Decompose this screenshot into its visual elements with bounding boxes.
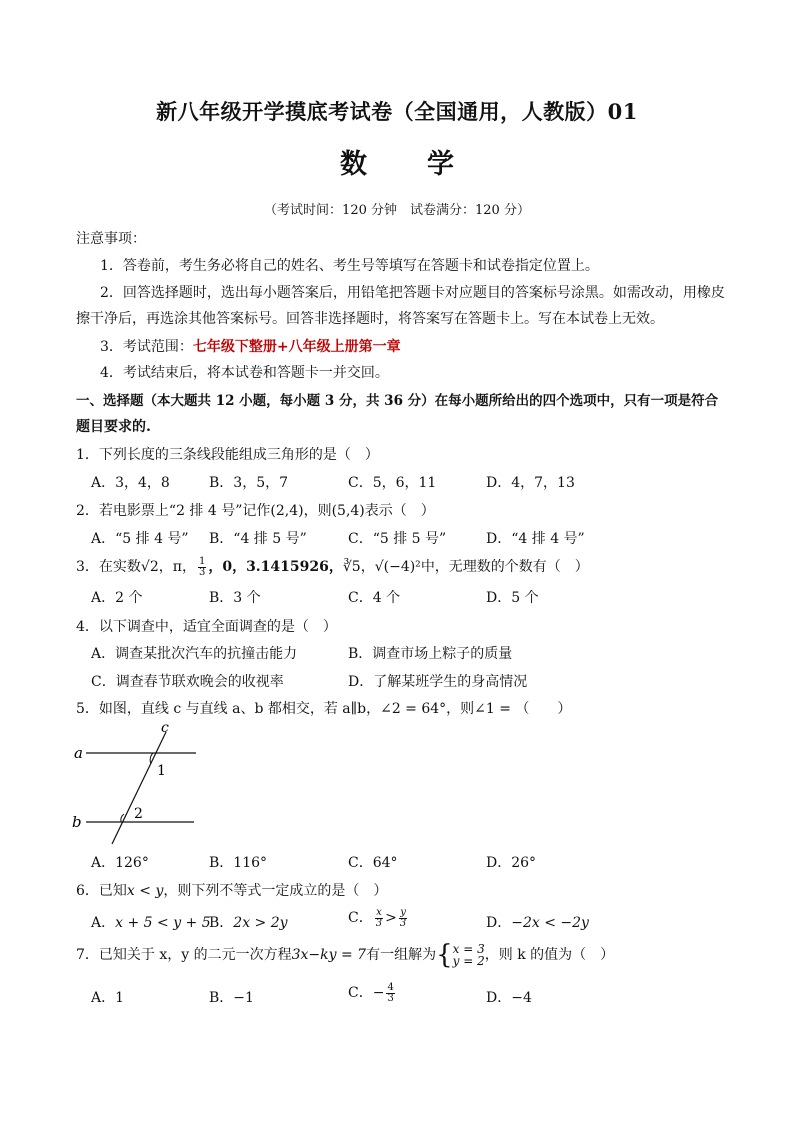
question-3-option-c: C．4 个 bbox=[348, 590, 401, 606]
fraction-four-thirds bbox=[386, 983, 394, 1004]
question-5-option-d: D．26° bbox=[486, 855, 537, 871]
question-7-mid: 有一组解为 bbox=[366, 947, 437, 963]
question-1-stem: 1．下列长度的三条线段能组成三角形的是（ ） bbox=[76, 447, 379, 463]
question-3-option-a: A．2 个 bbox=[91, 590, 143, 606]
label-angle-1: 1 bbox=[157, 763, 166, 779]
question-7-option-c bbox=[348, 982, 397, 1004]
question-1-option-d: D．4，7，13 bbox=[486, 475, 575, 491]
label-a: a bbox=[74, 744, 83, 762]
line-c bbox=[112, 732, 166, 844]
system-row-1: x = 3 bbox=[452, 942, 485, 956]
note-item-3-prefix: 3．考试范围： bbox=[100, 339, 193, 355]
parallel-lines-figure bbox=[66, 718, 206, 848]
label-b: b bbox=[72, 813, 82, 831]
option-d-math: −2x < −2y bbox=[511, 915, 589, 931]
fraction-numerator: x bbox=[376, 906, 382, 918]
fraction-denominator: 3 bbox=[399, 917, 407, 929]
minus-sign: − bbox=[372, 985, 385, 1001]
cube-root-5: ∛5 bbox=[342, 559, 361, 575]
question-2-option-b: B．“4 排 5 号” bbox=[209, 531, 307, 547]
option-a-math: x + 5 < y + 5 bbox=[115, 915, 211, 931]
question-1-option-a: A．3，4，8 bbox=[91, 475, 170, 491]
option-b-math: 2x > 2y bbox=[233, 915, 288, 931]
label-angle-2: 2 bbox=[134, 806, 143, 822]
question-1-option-c: C．5，6，11 bbox=[348, 475, 437, 491]
separator: ， bbox=[360, 559, 375, 575]
fraction-x-over-3 bbox=[375, 908, 383, 929]
fraction-numerator: 1 bbox=[198, 555, 206, 567]
question-3-mid: ，0，3.1415926， bbox=[208, 559, 343, 575]
question-6-option-d bbox=[486, 912, 589, 932]
question-4-stem: 4．以下调查中，适宜全面调查的是（ ） bbox=[76, 619, 337, 635]
question-1-option-b: B．3，5，7 bbox=[209, 475, 289, 491]
system-row-2: y = 2 bbox=[452, 954, 485, 968]
option-label: C． bbox=[348, 910, 373, 926]
option-label: A． bbox=[91, 915, 116, 931]
question-6-condition: x < y bbox=[126, 883, 164, 899]
fraction-one-third bbox=[198, 557, 206, 578]
question-5-option-b: B．116° bbox=[209, 855, 268, 871]
question-6-suffix: ，则下列不等式一定成立的是（ ） bbox=[163, 883, 388, 899]
question-3-suffix: 中，无理数的个数有（ ） bbox=[420, 559, 589, 575]
label-c: c bbox=[161, 720, 169, 736]
sqrt-2: √2 bbox=[140, 559, 159, 575]
fraction-y-over-3 bbox=[399, 908, 407, 929]
section-heading-line1: 一、选择题（本大题共 12 小题，每小题 3 分，共 36 分）在每小题所给出的四个选项中，只有一项是符合 bbox=[76, 393, 719, 409]
fraction-numerator: y bbox=[400, 906, 406, 918]
question-3-prefix: 3．在实数 bbox=[76, 559, 141, 575]
section-heading-line2: 题目要求的. bbox=[76, 419, 151, 435]
question-7-prefix: 7．已知关于 x，y 的二元一次方程 bbox=[76, 947, 292, 963]
equation-system bbox=[453, 943, 485, 967]
question-7-option-b bbox=[209, 987, 254, 1007]
option-d-math: −4 bbox=[511, 990, 532, 1006]
notes-heading: 注意事项： bbox=[76, 231, 146, 247]
subject-heading: 数学 bbox=[340, 149, 514, 180]
note-item-2a: 2．回答选择题时，选出每小题答案后，用铅笔把答题卡对应题目的答案标号涂黑。如需改动，用橡皮 bbox=[100, 285, 725, 301]
question-4-option-b: B．调查市场上粽子的质量 bbox=[348, 646, 513, 662]
pi-text: ，π， bbox=[158, 559, 196, 575]
note-item-3 bbox=[100, 336, 401, 356]
fraction-numerator: 4 bbox=[387, 981, 394, 993]
sqrt-neg4-squared: √(−4)² bbox=[374, 559, 421, 575]
note-item-2b: 擦干净后，再选涂其他答案标号。回答非选择题时，将答案写在答题卡上。写在本试卷上无效。 bbox=[76, 311, 664, 327]
page-title: 新八年级开学摸底考试卷（全国通用，人教版）01 bbox=[156, 99, 638, 124]
fraction-denominator: 3 bbox=[387, 992, 394, 1004]
question-3-option-d: D．5 个 bbox=[486, 590, 539, 606]
brace-icon: { bbox=[436, 940, 453, 970]
equation: 3x−ky = 7 bbox=[291, 947, 367, 963]
note-item-1: 1．答卷前，考生务必将自己的姓名、考生号等填写在答题卡和试卷指定位置上。 bbox=[100, 258, 599, 274]
fraction-denominator: 3 bbox=[198, 566, 206, 578]
question-7-option-a: A．1 bbox=[91, 990, 125, 1006]
question-6-prefix: 6．已知 bbox=[76, 883, 127, 899]
question-6-option-a bbox=[91, 912, 211, 932]
question-4-option-c: C．调查春节联欢晚会的收视率 bbox=[91, 674, 284, 690]
fraction-denominator: 3 bbox=[375, 917, 383, 929]
question-4-option-a: A．调查某批次汽车的抗撞击能力 bbox=[91, 646, 298, 662]
question-3-option-b: B．3 个 bbox=[209, 590, 261, 606]
operator: > bbox=[385, 910, 397, 926]
question-7-suffix: ，则 k 的值为（ ） bbox=[484, 947, 615, 963]
question-6-option-c bbox=[348, 907, 409, 929]
question-2-option-a: A．“5 排 4 号” bbox=[91, 531, 189, 547]
question-7-stem bbox=[76, 940, 615, 970]
question-7-option-d bbox=[486, 987, 532, 1007]
question-5-option-a: A．126° bbox=[91, 855, 149, 871]
question-3-stem bbox=[76, 556, 589, 578]
option-label: B． bbox=[209, 915, 234, 931]
question-6-stem bbox=[76, 880, 387, 900]
option-label: D． bbox=[486, 990, 512, 1006]
option-label: C． bbox=[348, 985, 373, 1001]
option-label: B． bbox=[209, 990, 234, 1006]
question-4-option-d: D．了解某班学生的身高情况 bbox=[348, 674, 528, 690]
question-6-option-b bbox=[209, 912, 288, 932]
exam-meta: （考试时间：120 分钟 试卷满分：120 分） bbox=[264, 203, 530, 218]
exam-range: 七年级下整册+八年级上册第一章 bbox=[192, 339, 401, 355]
option-label: D． bbox=[486, 915, 512, 931]
question-2-option-c: C．“5 排 5 号” bbox=[348, 531, 447, 547]
question-5-stem: 5．如图，直线 c 与直线 a、b 都相交，若 a∥b，∠2 = 64°，则∠1 = （ ） bbox=[76, 701, 572, 717]
option-b-math: −1 bbox=[233, 990, 254, 1006]
note-item-4: 4．考试结束后，将本试卷和答题卡一并交回。 bbox=[100, 365, 389, 381]
question-2-option-d: D．“4 排 4 号” bbox=[486, 531, 585, 547]
question-2-stem: 2．若电影票上“2 排 4 号”记作(2,4)，则(5,4)表示（ ） bbox=[76, 503, 435, 519]
question-5-option-c: C．64° bbox=[348, 855, 398, 871]
